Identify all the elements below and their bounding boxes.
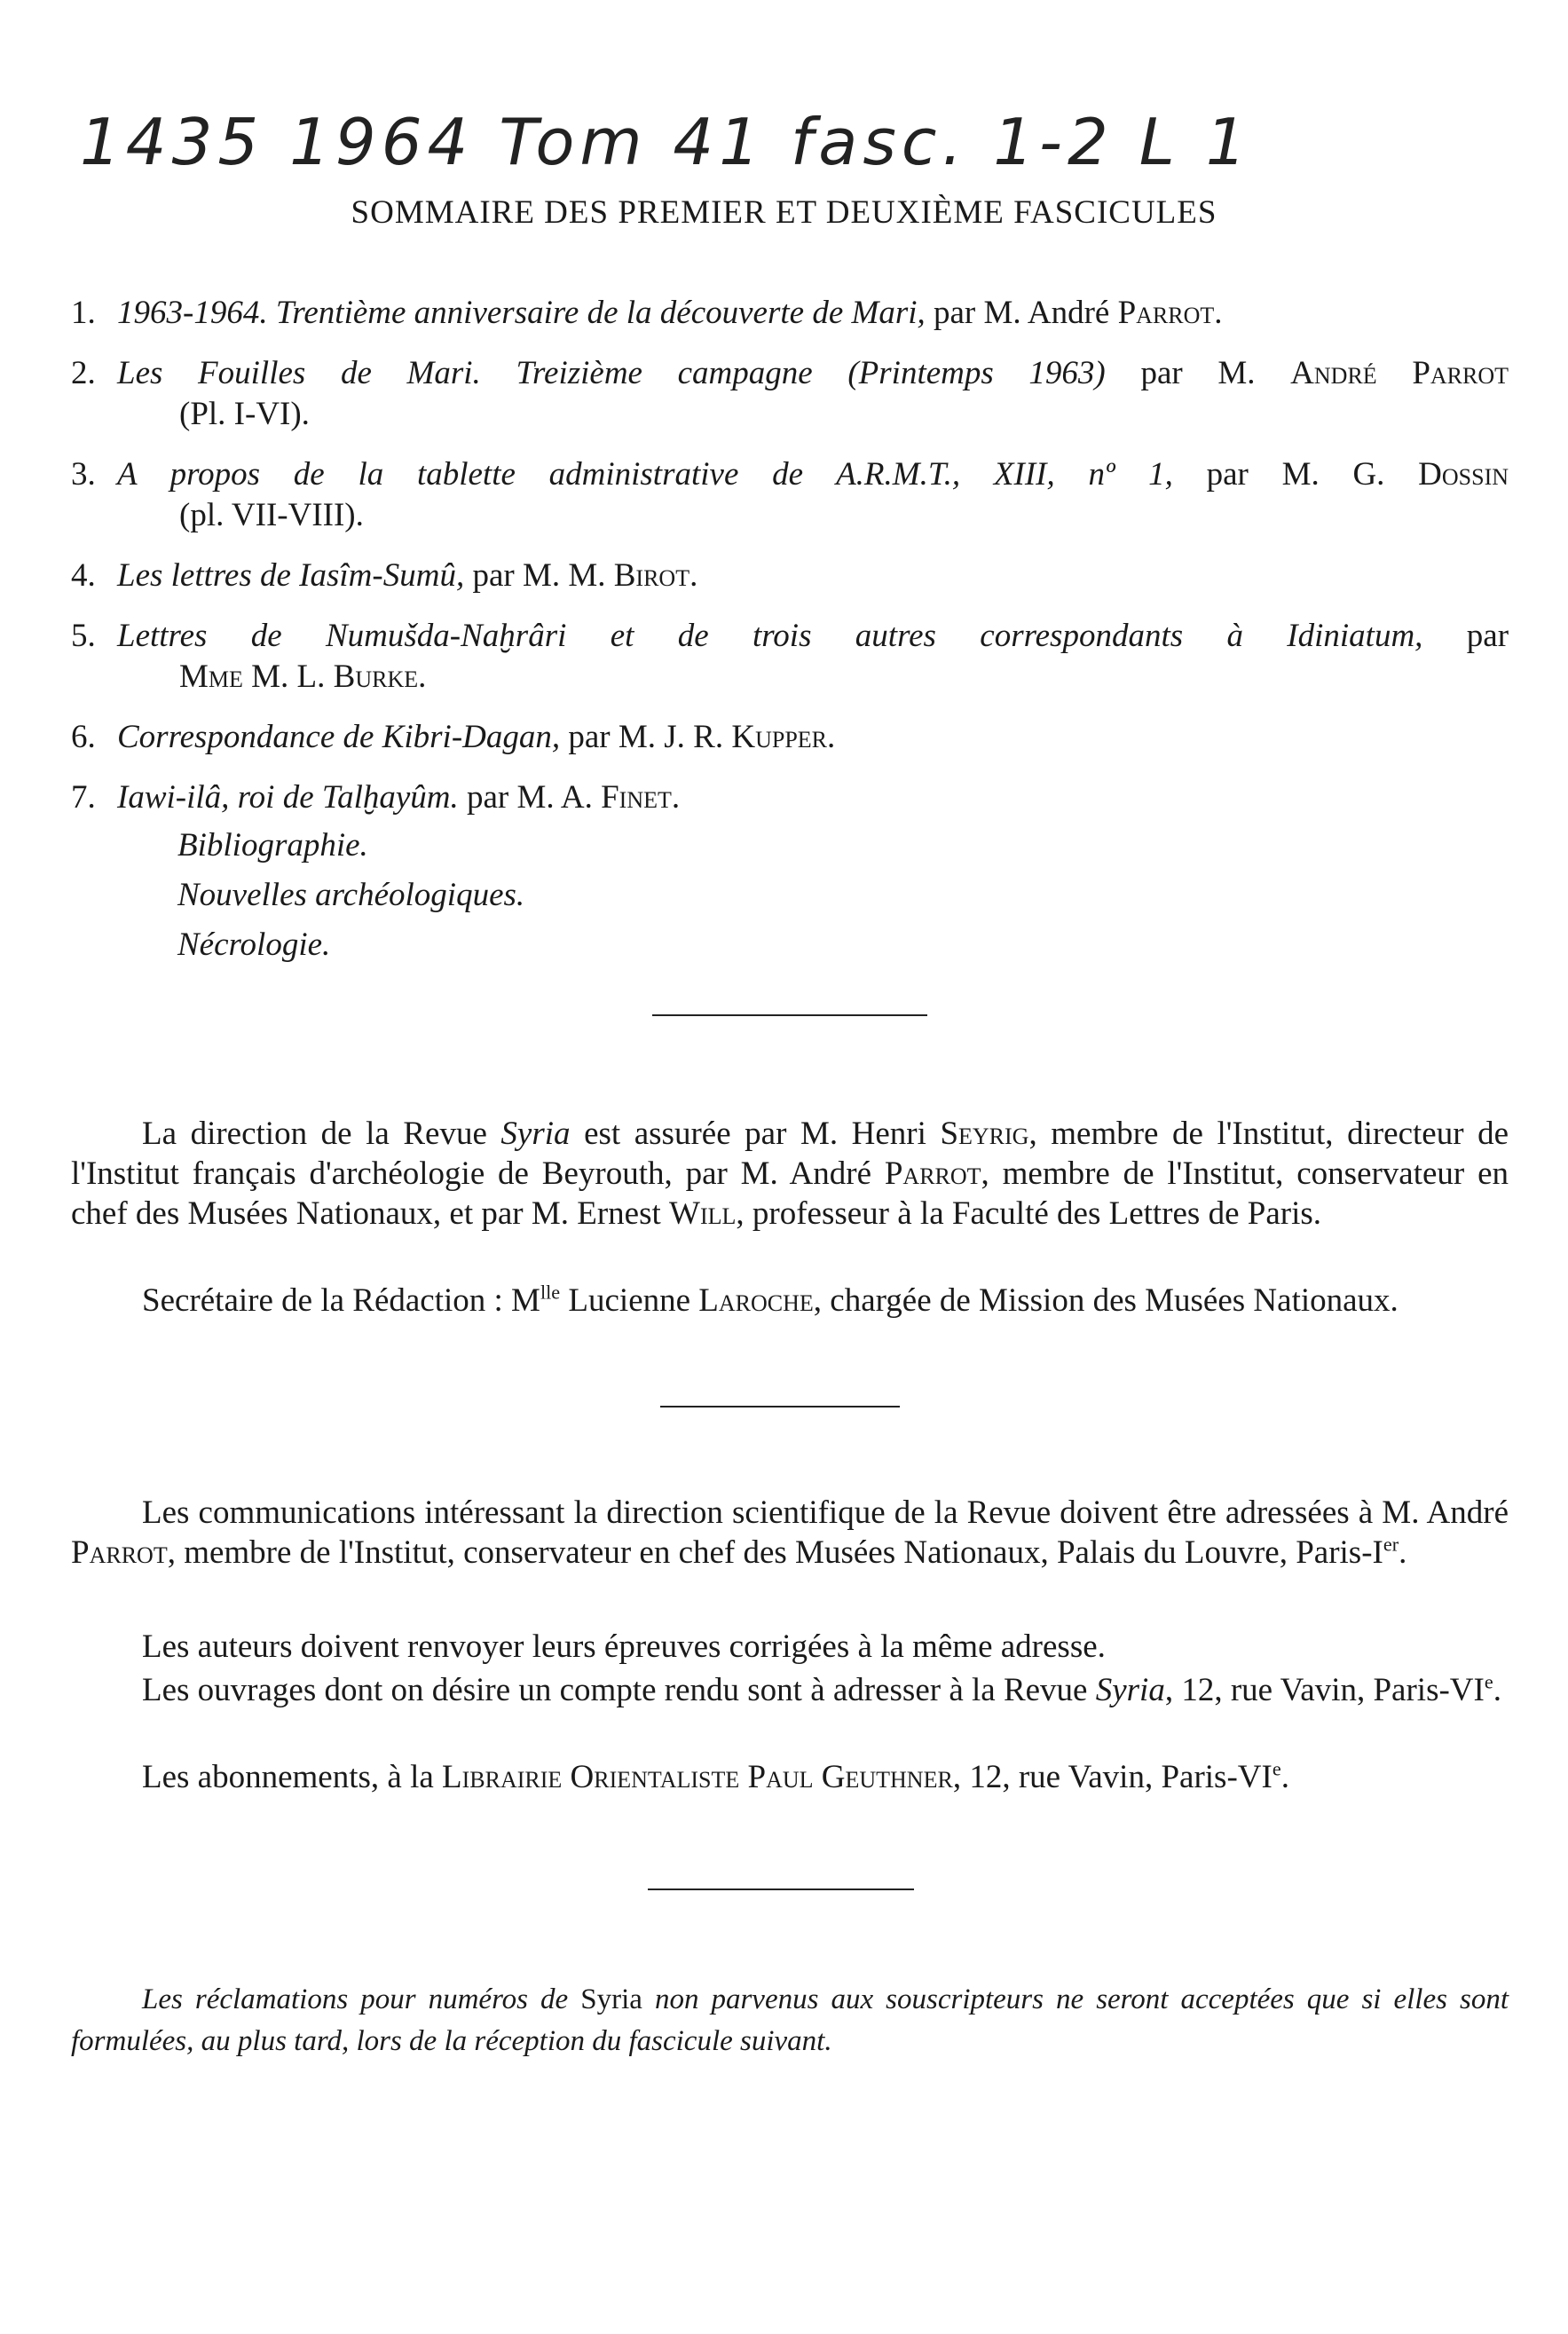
- handwritten-annotation: 1435 1964 Tom 41 fasc. 1-2 L 1: [80, 105, 1252, 179]
- toc-author: Parrot: [1117, 295, 1215, 331]
- toc-number: 4.: [71, 557, 96, 594]
- toc-number: 5.: [71, 618, 96, 654]
- toc-continuation: (pl. VII-VIII).: [179, 497, 364, 533]
- reclamation-note: Les réclamations pour numéros de Syria non parvenus aux souscripteurs ne seront acceptées que si elles sont formulées, au plus tard, lors de la réception du fascicule suivant.: [71, 1983, 1509, 2057]
- authors-paragraph: Les auteurs doivent renvoyer leurs épreuves corrigées à la même adresse.: [142, 1628, 1106, 1665]
- page-title: SOMMAIRE DES PREMIER ET DEUXIÈME FASCICULES: [351, 194, 1217, 231]
- extra-bibliographie: Bibliographie.: [177, 827, 368, 863]
- toc-line: Correspondance de Kibri-Dagan, par M. J. R. Kupper.: [117, 719, 836, 755]
- toc-author: Birot: [613, 557, 690, 594]
- toc-title: Les lettres de Iasîm-Sumû,: [117, 557, 465, 594]
- journal-name: Syria: [500, 1116, 571, 1152]
- person-name: Will: [669, 1195, 737, 1232]
- toc-by: par M. A.: [467, 779, 593, 816]
- toc-author: Finet: [601, 779, 672, 816]
- toc-line: [117, 454, 1509, 495]
- publisher-name: Librairie Orientaliste Paul Geuthner: [442, 1759, 953, 1795]
- toc-number: 3.: [71, 456, 96, 493]
- toc-by: par M. M.: [472, 557, 606, 594]
- toc-by: par: [1466, 618, 1509, 654]
- communications-paragraph: Les communications intéressant la direction scientifique de la Revue doivent être adressées à M. André Parrot, membre de l'Institut, conservateur en chef des Musées Nationaux, Palais du Louvre, Paris-Ier.: [71, 1494, 1509, 1571]
- toc-by: par M. André: [934, 295, 1110, 331]
- divider-rule: [652, 1014, 927, 1016]
- toc-item-7: [71, 777, 1509, 818]
- toc-title: Correspondance de Kibri-Dagan,: [117, 719, 561, 755]
- toc-author: Kupper: [731, 719, 827, 755]
- divider-rule: [660, 1406, 900, 1407]
- journal-name: Syria: [1095, 1672, 1165, 1708]
- toc-title: Iawi-ilâ, roi de Talḫayûm.: [117, 779, 459, 816]
- person-name: Parrot: [71, 1534, 168, 1571]
- toc-number: 6.: [71, 719, 96, 755]
- toc-line: 1963-1964. Trentième anniversaire de la découverte de Mari, par M. André Parrot.: [117, 295, 1223, 331]
- toc-item-1: [71, 293, 1509, 334]
- toc-line: Iawi-ilâ, roi de Talḫayûm. par M. A. Finet.: [117, 779, 681, 816]
- toc-item-3: [71, 454, 1509, 536]
- toc-item-2: [71, 353, 1509, 435]
- toc-number: 2.: [71, 355, 96, 391]
- toc-title: A propos de la tablette administrative de A.R.M.T., XIII, nº 1,: [117, 456, 1173, 493]
- direction-paragraph: La direction de la Revue Syria est assurée par M. Henri Seyrig, membre de l'Institut, directeur de l'Institut français d'archéologie de Beyrouth, par M. André Parrot, membre de l'Institut, conservateur en chef des Musées Nationaux, et par M. Ernest Will, professeur à la Faculté des Lettres de Paris.: [71, 1116, 1509, 1232]
- table-of-contents: [71, 293, 1509, 838]
- toc-continuation: (Pl. I-VI).: [179, 396, 310, 432]
- toc-author: André Parrot: [1290, 355, 1509, 391]
- toc-continuation: Mme M. L. Burke.: [179, 658, 427, 695]
- abonnements-paragraph: Les abonnements, à la Librairie Orientaliste Paul Geuthner, 12, rue Vavin, Paris-VIe.: [142, 1757, 1289, 1795]
- toc-author: Dossin: [1418, 456, 1509, 493]
- toc-line: [117, 353, 1509, 394]
- secretary-paragraph: Secrétaire de la Rédaction : $M^{lle}$ Lucienne Laroche, chargée de Mission des Musées Nationaux.: [142, 1281, 1399, 1319]
- toc-number: 7.: [71, 779, 96, 816]
- person-name: Seyrig: [940, 1116, 1029, 1152]
- ouvrages-paragraph: Les ouvrages dont on désire un compte rendu sont à adresser à la Revue Syria, 12, rue Vavin, Paris-VIe.: [142, 1670, 1501, 1708]
- extra-nouvelles: Nouvelles archéologiques.: [177, 877, 525, 913]
- divider-rule: [648, 1888, 914, 1890]
- toc-item-6: [71, 717, 1509, 758]
- toc-by: par M.: [1140, 355, 1256, 391]
- toc-extras: [177, 821, 524, 970]
- person-name: Parrot: [884, 1155, 981, 1192]
- person-name: Laroche: [698, 1282, 814, 1319]
- extra-necrologie: Nécrologie.: [177, 927, 331, 963]
- toc-item-5: [71, 616, 1509, 698]
- toc-title: Les Fouilles de Mari. Treizième campagne (Printemps 1963): [117, 355, 1106, 391]
- toc-by: par M. J. R.: [568, 719, 724, 755]
- toc-number: 1.: [71, 295, 96, 331]
- toc-title: Lettres de Numušda-Naḫrâri et de trois autres correspondants à Idiniatum,: [117, 618, 1423, 654]
- toc-line: [117, 616, 1509, 657]
- toc-line: Les lettres de Iasîm-Sumû, par M. M. Birot.: [117, 557, 698, 594]
- toc-title: 1963-1964. Trentième anniversaire de la découverte de Mari,: [117, 295, 926, 331]
- toc-item-4: [71, 556, 1509, 596]
- journal-name: Syria: [580, 1983, 642, 2015]
- toc-by: par M. G.: [1206, 456, 1385, 493]
